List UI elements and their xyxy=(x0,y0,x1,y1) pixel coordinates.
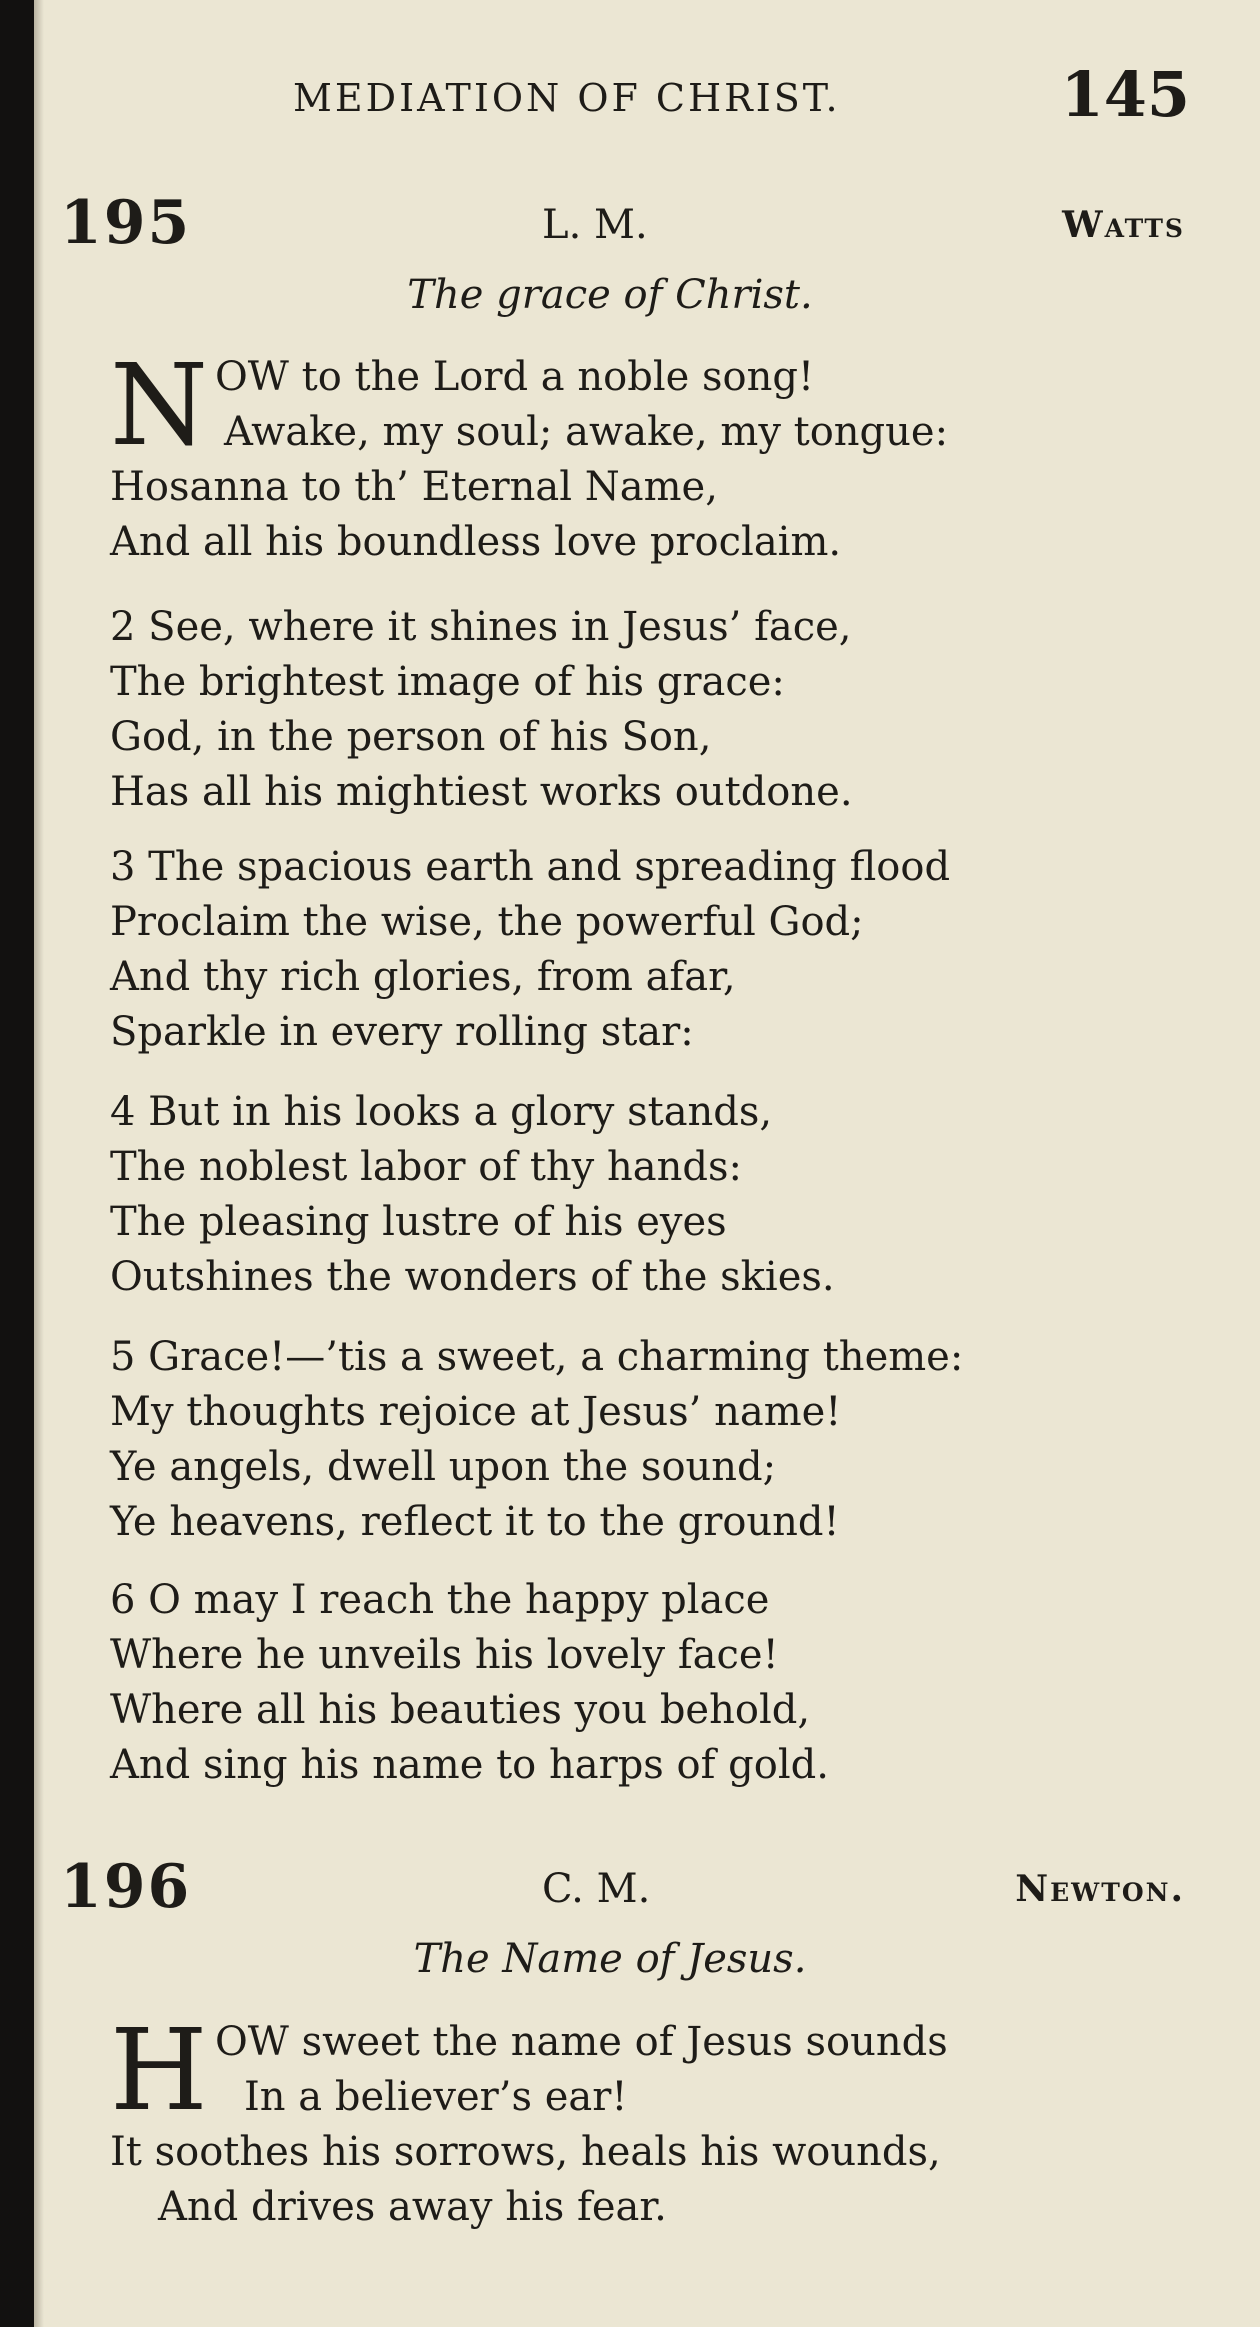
hymn-196-header xyxy=(60,1852,1185,1932)
hymn-subtitle: The Name of Jesus. xyxy=(413,1936,807,1982)
running-title: MEDIATION OF CHRIST. xyxy=(293,76,841,120)
verse-line: 3 The spacious earth and spreading flood xyxy=(110,844,951,890)
running-head xyxy=(60,58,1190,131)
verse-line: OW sweet the name of Jesus sounds xyxy=(215,2019,948,2065)
verse-line: Where he unveils his lovely face! xyxy=(110,1632,779,1678)
verse-line: The pleasing lustre of his eyes xyxy=(110,1199,727,1245)
verse-line: 4 But in his looks a glory stands, xyxy=(110,1089,773,1135)
verse-line: Awake, my soul; awake, my tongue: xyxy=(224,409,949,455)
verse-line: Ye heavens, reflect it to the ground! xyxy=(110,1499,840,1545)
verse-line: And all his boundless love proclaim. xyxy=(110,519,842,565)
verse-line: The brightest image of his grace: xyxy=(110,659,785,705)
verse-line: Ye angels, dwell upon the sound; xyxy=(110,1444,777,1490)
verse-line: Proclaim the wise, the powerful God; xyxy=(110,899,864,945)
verse-line: Sparkle in every rolling star: xyxy=(110,1009,694,1055)
hymn-195-stanza-2 xyxy=(110,600,1170,820)
verse-line: And drives away his fear. xyxy=(158,2184,667,2230)
page-number: 145 xyxy=(1060,58,1190,131)
hymn-author: Newton. xyxy=(1015,1868,1185,1910)
book-binding-edge xyxy=(0,0,34,2327)
verse-line: And thy rich glories, from afar, xyxy=(110,954,736,1000)
verse-line: And sing his name to harps of gold. xyxy=(110,1742,829,1788)
binding-shadow xyxy=(34,0,44,2327)
verse-line: 6 O may I reach the happy place xyxy=(110,1577,770,1623)
hymn-195-stanza-3 xyxy=(110,840,1170,1060)
verse-line: Has all his mightiest works outdone. xyxy=(110,769,853,815)
hymnal-page xyxy=(60,0,1190,2327)
hymn-meter: C. M. xyxy=(542,1866,651,1912)
hymn-195-stanza-5 xyxy=(110,1330,1170,1550)
verse-line: In a believer’s ear! xyxy=(244,2074,628,2120)
verse-line: 5 Grace!—’tis a sweet, a charming theme: xyxy=(110,1334,964,1380)
hymn-195-header xyxy=(60,188,1185,268)
verse-line: God, in the person of his Son, xyxy=(110,714,712,760)
verse-line: My thoughts rejoice at Jesus’ name! xyxy=(110,1389,842,1435)
hymn-subtitle: The grace of Christ. xyxy=(407,272,813,318)
verse-line: It soothes his sorrows, heals his wounds, xyxy=(110,2129,941,2175)
drop-cap: N xyxy=(110,341,208,471)
hymn-number: 196 xyxy=(60,1852,192,1922)
verse-line: The noblest labor of thy hands: xyxy=(110,1144,742,1190)
hymn-meter: L. M. xyxy=(542,202,648,248)
hymn-number: 195 xyxy=(60,188,192,258)
hymn-195-stanza-6 xyxy=(110,1573,1170,1793)
verse-line: Where all his beauties you behold, xyxy=(110,1687,811,1733)
verse-line: Hosanna to th’ Eternal Name, xyxy=(110,464,718,510)
hymn-author: Watts xyxy=(1062,204,1185,246)
verse-line: Outshines the wonders of the skies. xyxy=(110,1254,835,1300)
hymn-195-stanza-4 xyxy=(110,1085,1170,1305)
verse-line: 2 See, where it shines in Jesus’ face, xyxy=(110,604,852,650)
drop-cap: H xyxy=(110,2006,208,2136)
verse-line: OW to the Lord a noble song! xyxy=(215,354,815,400)
